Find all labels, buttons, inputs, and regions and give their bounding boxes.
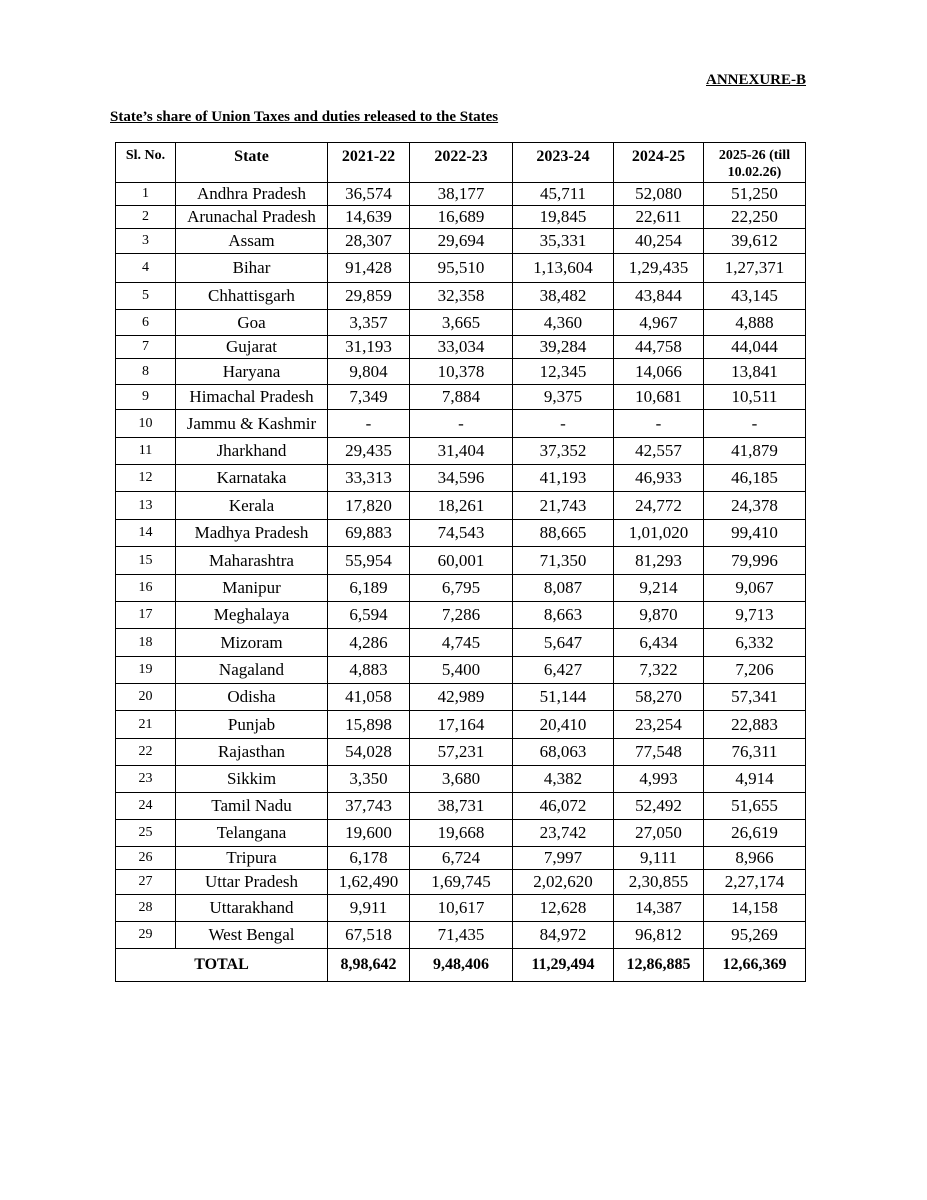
cell-state: Assam bbox=[176, 229, 328, 254]
cell-2022-23: 3,680 bbox=[410, 766, 513, 793]
cell-2023-24: 4,360 bbox=[513, 310, 614, 336]
table-row bbox=[116, 492, 806, 520]
cell-2021-22: 4,286 bbox=[328, 629, 410, 657]
cell-2023-24: 51,144 bbox=[513, 684, 614, 711]
cell-2023-24: 68,063 bbox=[513, 739, 614, 766]
cell-2023-24: 71,350 bbox=[513, 547, 614, 575]
cell-2023-24: 8,087 bbox=[513, 575, 614, 602]
cell-2025-26: 22,883 bbox=[704, 711, 806, 739]
cell-2022-23: 95,510 bbox=[410, 254, 513, 283]
cell-state: Goa bbox=[176, 310, 328, 336]
cell-2024-25: 77,548 bbox=[614, 739, 704, 766]
cell-sl-no: 26 bbox=[116, 847, 176, 870]
cell-sl-no: 25 bbox=[116, 820, 176, 847]
cell-2022-23: 16,689 bbox=[410, 206, 513, 229]
table-row bbox=[116, 254, 806, 283]
cell-2021-22: 41,058 bbox=[328, 684, 410, 711]
table-row bbox=[116, 602, 806, 629]
cell-2025-26: 95,269 bbox=[704, 922, 806, 949]
cell-2025-26: 22,250 bbox=[704, 206, 806, 229]
cell-2025-26: 41,879 bbox=[704, 438, 806, 465]
cell-2022-23: 10,378 bbox=[410, 359, 513, 385]
cell-state: Himachal Pradesh bbox=[176, 385, 328, 410]
table-row bbox=[116, 520, 806, 547]
total-row bbox=[116, 949, 806, 982]
cell-2023-24: 4,382 bbox=[513, 766, 614, 793]
cell-state: Maharashtra bbox=[176, 547, 328, 575]
document-title: State’s share of Union Taxes and duties released to the States bbox=[110, 109, 499, 125]
cell-2022-23: 29,694 bbox=[410, 229, 513, 254]
cell-2024-25: 4,967 bbox=[614, 310, 704, 336]
cell-2023-24: 20,410 bbox=[513, 711, 614, 739]
cell-2024-25: 14,066 bbox=[614, 359, 704, 385]
cell-state: Tripura bbox=[176, 847, 328, 870]
cell-sl-no: 6 bbox=[116, 310, 176, 336]
total-2021-22: 8,98,642 bbox=[328, 949, 410, 982]
cell-2025-26: 26,619 bbox=[704, 820, 806, 847]
cell-sl-no: 13 bbox=[116, 492, 176, 520]
annexure-label: ANNEXURE-B bbox=[706, 72, 807, 88]
cell-2025-26: 2,27,174 bbox=[704, 870, 806, 895]
cell-sl-no: 7 bbox=[116, 336, 176, 359]
cell-2023-24: 88,665 bbox=[513, 520, 614, 547]
cell-2024-25: 6,434 bbox=[614, 629, 704, 657]
cell-2021-22: 37,743 bbox=[328, 793, 410, 820]
cell-2022-23: 6,724 bbox=[410, 847, 513, 870]
cell-state: Nagaland bbox=[176, 657, 328, 684]
cell-sl-no: 21 bbox=[116, 711, 176, 739]
cell-2025-26: 14,158 bbox=[704, 895, 806, 922]
table-row bbox=[116, 229, 806, 254]
cell-state: Rajasthan bbox=[176, 739, 328, 766]
table-row bbox=[116, 310, 806, 336]
cell-2021-22: 9,911 bbox=[328, 895, 410, 922]
cell-2022-23: 38,731 bbox=[410, 793, 513, 820]
cell-2025-26: 6,332 bbox=[704, 629, 806, 657]
cell-state: Chhattisgarh bbox=[176, 283, 328, 310]
header-2022-23: 2022-23 bbox=[410, 143, 513, 183]
cell-sl-no: 18 bbox=[116, 629, 176, 657]
cell-state: Jammu & Kashmir bbox=[176, 410, 328, 438]
cell-2024-25: 4,993 bbox=[614, 766, 704, 793]
table-row bbox=[116, 820, 806, 847]
cell-2025-26: 1,27,371 bbox=[704, 254, 806, 283]
total-2025-26: 12,66,369 bbox=[704, 949, 806, 982]
cell-2025-26: 43,145 bbox=[704, 283, 806, 310]
cell-2023-24: 19,845 bbox=[513, 206, 614, 229]
cell-sl-no: 2 bbox=[116, 206, 176, 229]
total-label: TOTAL bbox=[116, 949, 328, 982]
table-row bbox=[116, 847, 806, 870]
cell-2025-26: 7,206 bbox=[704, 657, 806, 684]
cell-sl-no: 20 bbox=[116, 684, 176, 711]
cell-2023-24: - bbox=[513, 410, 614, 438]
cell-2021-22: 6,178 bbox=[328, 847, 410, 870]
cell-2022-23: 42,989 bbox=[410, 684, 513, 711]
table-row bbox=[116, 359, 806, 385]
cell-state: West Bengal bbox=[176, 922, 328, 949]
cell-2025-26: 99,410 bbox=[704, 520, 806, 547]
cell-state: Madhya Pradesh bbox=[176, 520, 328, 547]
cell-2024-25: - bbox=[614, 410, 704, 438]
cell-state: Andhra Pradesh bbox=[176, 183, 328, 206]
cell-sl-no: 8 bbox=[116, 359, 176, 385]
cell-2025-26: 51,655 bbox=[704, 793, 806, 820]
cell-2021-22: 31,193 bbox=[328, 336, 410, 359]
cell-2022-23: 4,745 bbox=[410, 629, 513, 657]
cell-2024-25: 7,322 bbox=[614, 657, 704, 684]
cell-2025-26: 57,341 bbox=[704, 684, 806, 711]
cell-2022-23: 18,261 bbox=[410, 492, 513, 520]
cell-2024-25: 23,254 bbox=[614, 711, 704, 739]
table-row bbox=[116, 684, 806, 711]
cell-2025-26: 4,888 bbox=[704, 310, 806, 336]
table-row bbox=[116, 283, 806, 310]
cell-2025-26: 13,841 bbox=[704, 359, 806, 385]
cell-2022-23: - bbox=[410, 410, 513, 438]
cell-2024-25: 96,812 bbox=[614, 922, 704, 949]
cell-2022-23: 33,034 bbox=[410, 336, 513, 359]
cell-2022-23: 31,404 bbox=[410, 438, 513, 465]
cell-2023-24: 45,711 bbox=[513, 183, 614, 206]
tax-share-table bbox=[115, 142, 806, 982]
cell-2024-25: 10,681 bbox=[614, 385, 704, 410]
cell-2023-24: 6,427 bbox=[513, 657, 614, 684]
cell-2022-23: 34,596 bbox=[410, 465, 513, 492]
cell-sl-no: 19 bbox=[116, 657, 176, 684]
cell-2024-25: 52,492 bbox=[614, 793, 704, 820]
cell-2021-22: - bbox=[328, 410, 410, 438]
cell-2022-23: 74,543 bbox=[410, 520, 513, 547]
cell-sl-no: 10 bbox=[116, 410, 176, 438]
cell-2021-22: 54,028 bbox=[328, 739, 410, 766]
cell-state: Kerala bbox=[176, 492, 328, 520]
cell-2021-22: 55,954 bbox=[328, 547, 410, 575]
cell-2025-26: 10,511 bbox=[704, 385, 806, 410]
cell-2022-23: 1,69,745 bbox=[410, 870, 513, 895]
cell-state: Uttar Pradesh bbox=[176, 870, 328, 895]
cell-2025-26: 39,612 bbox=[704, 229, 806, 254]
cell-2024-25: 81,293 bbox=[614, 547, 704, 575]
cell-sl-no: 27 bbox=[116, 870, 176, 895]
cell-2022-23: 60,001 bbox=[410, 547, 513, 575]
table-body bbox=[116, 183, 806, 949]
cell-2025-26: 8,966 bbox=[704, 847, 806, 870]
cell-2022-23: 32,358 bbox=[410, 283, 513, 310]
total-2023-24: 11,29,494 bbox=[513, 949, 614, 982]
cell-2024-25: 58,270 bbox=[614, 684, 704, 711]
table-row bbox=[116, 870, 806, 895]
cell-2021-22: 36,574 bbox=[328, 183, 410, 206]
cell-state: Punjab bbox=[176, 711, 328, 739]
cell-state: Arunachal Pradesh bbox=[176, 206, 328, 229]
cell-state: Meghalaya bbox=[176, 602, 328, 629]
cell-2022-23: 19,668 bbox=[410, 820, 513, 847]
cell-2021-22: 69,883 bbox=[328, 520, 410, 547]
header-2021-22: 2021-22 bbox=[328, 143, 410, 183]
cell-2023-24: 38,482 bbox=[513, 283, 614, 310]
cell-2023-24: 5,647 bbox=[513, 629, 614, 657]
table-row bbox=[116, 711, 806, 739]
cell-2025-26: - bbox=[704, 410, 806, 438]
cell-2024-25: 1,29,435 bbox=[614, 254, 704, 283]
cell-2025-26: 9,067 bbox=[704, 575, 806, 602]
cell-2023-24: 23,742 bbox=[513, 820, 614, 847]
cell-state: Odisha bbox=[176, 684, 328, 711]
cell-2022-23: 7,884 bbox=[410, 385, 513, 410]
total-2022-23: 9,48,406 bbox=[410, 949, 513, 982]
cell-2021-22: 6,189 bbox=[328, 575, 410, 602]
cell-2021-22: 1,62,490 bbox=[328, 870, 410, 895]
cell-2023-24: 1,13,604 bbox=[513, 254, 614, 283]
cell-2023-24: 39,284 bbox=[513, 336, 614, 359]
cell-2024-25: 43,844 bbox=[614, 283, 704, 310]
cell-2023-24: 46,072 bbox=[513, 793, 614, 820]
cell-2023-24: 9,375 bbox=[513, 385, 614, 410]
table-row bbox=[116, 629, 806, 657]
cell-2024-25: 40,254 bbox=[614, 229, 704, 254]
cell-2023-24: 12,628 bbox=[513, 895, 614, 922]
cell-sl-no: 16 bbox=[116, 575, 176, 602]
cell-2024-25: 52,080 bbox=[614, 183, 704, 206]
cell-2025-26: 4,914 bbox=[704, 766, 806, 793]
table-row bbox=[116, 766, 806, 793]
cell-state: Gujarat bbox=[176, 336, 328, 359]
cell-2024-25: 2,30,855 bbox=[614, 870, 704, 895]
cell-2022-23: 6,795 bbox=[410, 575, 513, 602]
cell-2023-24: 37,352 bbox=[513, 438, 614, 465]
header-state: State bbox=[176, 143, 328, 183]
table-row bbox=[116, 657, 806, 684]
cell-2025-26: 44,044 bbox=[704, 336, 806, 359]
cell-2021-22: 3,357 bbox=[328, 310, 410, 336]
cell-2023-24: 8,663 bbox=[513, 602, 614, 629]
table-row bbox=[116, 547, 806, 575]
cell-2024-25: 9,870 bbox=[614, 602, 704, 629]
cell-2021-22: 28,307 bbox=[328, 229, 410, 254]
cell-2024-25: 22,611 bbox=[614, 206, 704, 229]
cell-2024-25: 9,111 bbox=[614, 847, 704, 870]
cell-state: Manipur bbox=[176, 575, 328, 602]
cell-sl-no: 28 bbox=[116, 895, 176, 922]
table-row bbox=[116, 410, 806, 438]
cell-state: Mizoram bbox=[176, 629, 328, 657]
total-2024-25: 12,86,885 bbox=[614, 949, 704, 982]
cell-2025-26: 24,378 bbox=[704, 492, 806, 520]
cell-sl-no: 23 bbox=[116, 766, 176, 793]
cell-2024-25: 1,01,020 bbox=[614, 520, 704, 547]
cell-2022-23: 10,617 bbox=[410, 895, 513, 922]
cell-2021-22: 7,349 bbox=[328, 385, 410, 410]
cell-2021-22: 29,859 bbox=[328, 283, 410, 310]
cell-2021-22: 9,804 bbox=[328, 359, 410, 385]
cell-state: Bihar bbox=[176, 254, 328, 283]
cell-sl-no: 1 bbox=[116, 183, 176, 206]
table-row bbox=[116, 206, 806, 229]
cell-2022-23: 57,231 bbox=[410, 739, 513, 766]
cell-2024-25: 14,387 bbox=[614, 895, 704, 922]
table-row bbox=[116, 575, 806, 602]
cell-2021-22: 17,820 bbox=[328, 492, 410, 520]
table-row bbox=[116, 438, 806, 465]
cell-2021-22: 6,594 bbox=[328, 602, 410, 629]
cell-2025-26: 9,713 bbox=[704, 602, 806, 629]
cell-2025-26: 79,996 bbox=[704, 547, 806, 575]
cell-2023-24: 21,743 bbox=[513, 492, 614, 520]
cell-2022-23: 3,665 bbox=[410, 310, 513, 336]
table-row bbox=[116, 183, 806, 206]
table-row bbox=[116, 465, 806, 492]
cell-2025-26: 51,250 bbox=[704, 183, 806, 206]
cell-sl-no: 15 bbox=[116, 547, 176, 575]
cell-2023-24: 84,972 bbox=[513, 922, 614, 949]
cell-state: Tamil Nadu bbox=[176, 793, 328, 820]
cell-state: Karnataka bbox=[176, 465, 328, 492]
cell-2024-25: 9,214 bbox=[614, 575, 704, 602]
cell-sl-no: 11 bbox=[116, 438, 176, 465]
cell-2022-23: 5,400 bbox=[410, 657, 513, 684]
table-row bbox=[116, 336, 806, 359]
cell-2023-24: 35,331 bbox=[513, 229, 614, 254]
cell-sl-no: 17 bbox=[116, 602, 176, 629]
cell-2023-24: 7,997 bbox=[513, 847, 614, 870]
cell-2021-22: 14,639 bbox=[328, 206, 410, 229]
cell-2022-23: 7,286 bbox=[410, 602, 513, 629]
cell-2024-25: 27,050 bbox=[614, 820, 704, 847]
cell-2021-22: 3,350 bbox=[328, 766, 410, 793]
cell-sl-no: 4 bbox=[116, 254, 176, 283]
cell-2021-22: 19,600 bbox=[328, 820, 410, 847]
cell-2025-26: 46,185 bbox=[704, 465, 806, 492]
cell-2023-24: 2,02,620 bbox=[513, 870, 614, 895]
cell-sl-no: 24 bbox=[116, 793, 176, 820]
table-row bbox=[116, 793, 806, 820]
cell-2021-22: 33,313 bbox=[328, 465, 410, 492]
table-row bbox=[116, 739, 806, 766]
header-2023-24: 2023-24 bbox=[513, 143, 614, 183]
table-row bbox=[116, 922, 806, 949]
cell-sl-no: 12 bbox=[116, 465, 176, 492]
cell-2024-25: 42,557 bbox=[614, 438, 704, 465]
cell-2021-22: 4,883 bbox=[328, 657, 410, 684]
cell-2021-22: 15,898 bbox=[328, 711, 410, 739]
cell-sl-no: 3 bbox=[116, 229, 176, 254]
cell-2024-25: 44,758 bbox=[614, 336, 704, 359]
cell-state: Jharkhand bbox=[176, 438, 328, 465]
cell-state: Haryana bbox=[176, 359, 328, 385]
cell-sl-no: 5 bbox=[116, 283, 176, 310]
cell-sl-no: 22 bbox=[116, 739, 176, 766]
cell-sl-no: 9 bbox=[116, 385, 176, 410]
cell-2021-22: 29,435 bbox=[328, 438, 410, 465]
cell-2022-23: 71,435 bbox=[410, 922, 513, 949]
header-2024-25: 2024-25 bbox=[614, 143, 704, 183]
cell-state: Telangana bbox=[176, 820, 328, 847]
cell-state: Sikkim bbox=[176, 766, 328, 793]
header-row bbox=[116, 143, 806, 183]
cell-2024-25: 46,933 bbox=[614, 465, 704, 492]
cell-2022-23: 38,177 bbox=[410, 183, 513, 206]
cell-2021-22: 67,518 bbox=[328, 922, 410, 949]
header-sl-no: Sl. No. bbox=[116, 143, 176, 183]
cell-sl-no: 29 bbox=[116, 922, 176, 949]
cell-2021-22: 91,428 bbox=[328, 254, 410, 283]
table-row bbox=[116, 895, 806, 922]
cell-state: Uttarakhand bbox=[176, 895, 328, 922]
cell-2023-24: 12,345 bbox=[513, 359, 614, 385]
cell-2023-24: 41,193 bbox=[513, 465, 614, 492]
table-row bbox=[116, 385, 806, 410]
cell-2024-25: 24,772 bbox=[614, 492, 704, 520]
cell-2022-23: 17,164 bbox=[410, 711, 513, 739]
cell-sl-no: 14 bbox=[116, 520, 176, 547]
header-2025-26: 2025-26 (till 10.02.26) bbox=[704, 143, 806, 183]
cell-2025-26: 76,311 bbox=[704, 739, 806, 766]
